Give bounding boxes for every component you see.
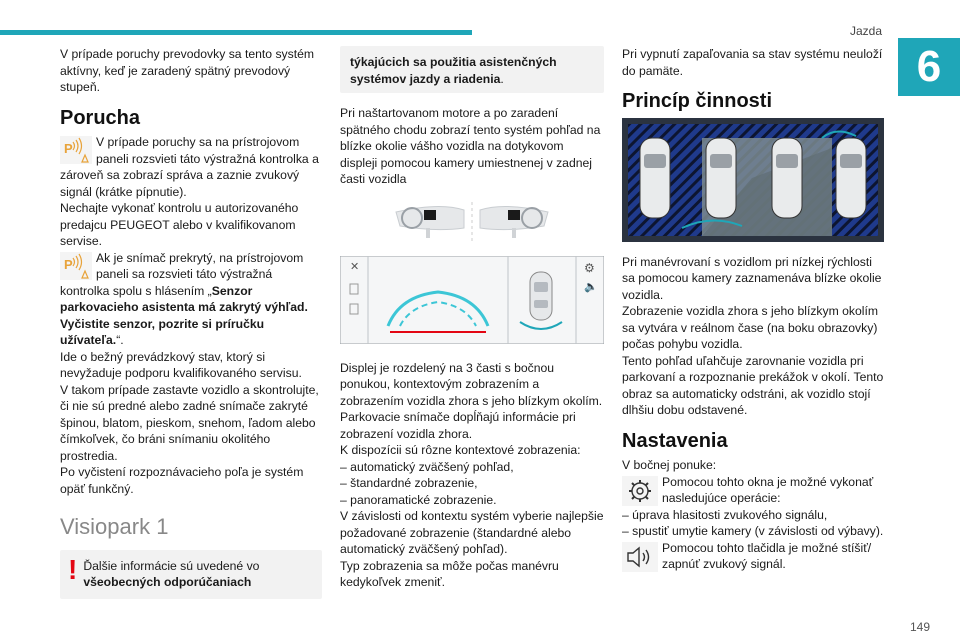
principle-text-1: Pri manévrovaní s vozidlom pri nízkej rýchlosti sa pomocou kamery zaznamenáva blízke okolie vozidla.	[622, 254, 882, 302]
system-description: Pri naštartovanom motore a po zaradení spätného chodu zobrazí tento systém pohľad na blízke okolie vášho vozidla na dotykovom displeji pomocou kamery umiestnenej v zadnej časti vozidla	[340, 106, 601, 186]
intro-text: V prípade poruchy prevodovky sa tento systém aktívny, keď je zaradený spätný prevodový stupeň.	[60, 47, 315, 94]
fault-clean-text: Po vyčistení rozpoznávacieho poľa je systém opäť funkčný.	[60, 465, 304, 496]
page-number: 149	[909, 620, 930, 634]
close-icon: ✕	[350, 260, 360, 273]
views-list-item: – štandardné zobrazenie,	[340, 476, 478, 490]
svg-text:P: P	[64, 141, 73, 156]
display-split-text: Displej je rozdelený na 3 časti s bočnou ponukou, kontextovým zobrazením a zobrazením vozidla zhora s jeho blízkym okolím.	[340, 360, 603, 408]
chapter-number: 6	[898, 38, 960, 96]
note-text: Ďalšie informácie sú uvedené vo všeobecných odporúčaniach	[83, 558, 260, 589]
fault-service-text: Nechajte vykonať kontrolu u autorizovaného predajcu PEUGEOT alebo v kvalifikovanom servise.	[60, 201, 299, 248]
gear-icon: ⚙	[584, 260, 595, 275]
heading-fault: Porucha	[60, 106, 141, 129]
parking-sensor-blocked-icon	[60, 252, 92, 280]
settings-list-item: – úprava hlasitosti zvukového signálu,	[622, 507, 828, 522]
note-continued-text: týkajúcich sa použitia asistenčných systémov jazdy a riadenia.	[350, 55, 557, 86]
ignition-text: Pri vypnutí zapaľovania sa stav systému neuloží do pamäte.	[622, 47, 883, 78]
column-1	[60, 46, 322, 599]
speaker-icon	[622, 542, 658, 572]
right-mirror-illustration	[480, 206, 548, 238]
fault-paragraph-1: P V prípade poruchy sa na prístrojovom paneli rozsvieti táto výstražná kontrolka a zároveň sa zobrazí správa a zaznie zvukový signál (krátke pípnutie).	[60, 135, 319, 199]
principle-text-2: Zobrazenie vozidla zhora s jeho blízkym okolím sa vytvára v reálnom čase (na boku obrazovky) počas pohybu vozidla.	[622, 304, 879, 351]
sensors-text: Parkovacie snímače dopĺňajú informácie pri zobrazení vozidla zhora.	[340, 410, 576, 441]
parking-warning-icon	[60, 136, 92, 164]
gear-icon	[622, 476, 658, 506]
settings-paragraph: Pomocou tohto okna je možné vykonať nasledujúce operácie:	[622, 474, 884, 507]
note-box	[60, 550, 322, 599]
settings-list-item: – spustiť umytie kamery (v závislosti od výbavy).	[622, 524, 884, 538]
view-select-text: V závislosti od kontextu systém vyberie najlepšie požadované zobrazenie (štandardné alebo automatický zväčšený pohľad).	[340, 509, 604, 556]
header-accent-bar	[0, 30, 472, 35]
side-menu-label: V bočnej ponuke:	[622, 458, 717, 472]
touchscreen-display-illustration	[340, 256, 604, 344]
sound-paragraph: Pomocou tohto tlačidla je možné stíšiť/ zapnúť zvukový signál.	[622, 540, 884, 573]
view-change-text: Typ zobrazenia sa môže počas manévru kedykoľvek zmeniť.	[340, 558, 559, 589]
fault-normal-text: Ide o bežný prevádzkový stav, ktorý si nevyžaduje podporu kvalifikovaného servisu.	[60, 349, 302, 380]
left-mirror-illustration	[396, 206, 464, 238]
speaker-icon: 🔈	[584, 279, 598, 293]
svg-text:P: P	[64, 256, 73, 272]
heading-settings: Nastavenia	[622, 429, 728, 452]
views-intro: K dispozícii sú rôzne kontextové zobrazenia:	[340, 443, 581, 457]
fault-paragraph-2: P Ak je snímač prekrytý, na prístrojovom paneli sa rozsvieti táto výstražná kontrolka spolu s hlásením „Senzor parkovacieho asistenta má zakrytý výhľad. Vyčistite senzor, pozrite si príručku užívateľa.“.	[60, 250, 308, 347]
column-3	[622, 46, 884, 573]
exclamation-icon: !	[68, 553, 78, 585]
note-box-continued	[340, 46, 604, 93]
heading-principle: Princíp činnosti	[622, 90, 773, 112]
views-list-item: – automatický zväčšený pohľad,	[340, 459, 514, 474]
section-title: Jazda	[849, 24, 882, 38]
fault-check-text: V takom prípade zastavte vozidlo a skontrolujte, či nie sú predné alebo zadné snímače zakryté špinou, blatom, pieskom, snehom, ľadom alebo čímkoľvek, čo bráni snímaniu okolitého prostredia.	[60, 382, 319, 463]
views-list-item: – panoramatické zobrazenie.	[340, 492, 497, 507]
camera-mirror-illustration	[340, 202, 604, 246]
column-2	[340, 46, 604, 591]
heading-visiopark: Visiopark 1	[60, 514, 169, 539]
principle-text-3: Tento pohľad uľahčuje zarovnanie vozidla pri parkovaní a rozpoznanie prekážok v okolí. Tento obraz sa automaticky odstráni, ak vozidlo stojí dlhšiu dobu odstavené.	[622, 353, 884, 417]
top-view-illustration	[622, 118, 884, 242]
